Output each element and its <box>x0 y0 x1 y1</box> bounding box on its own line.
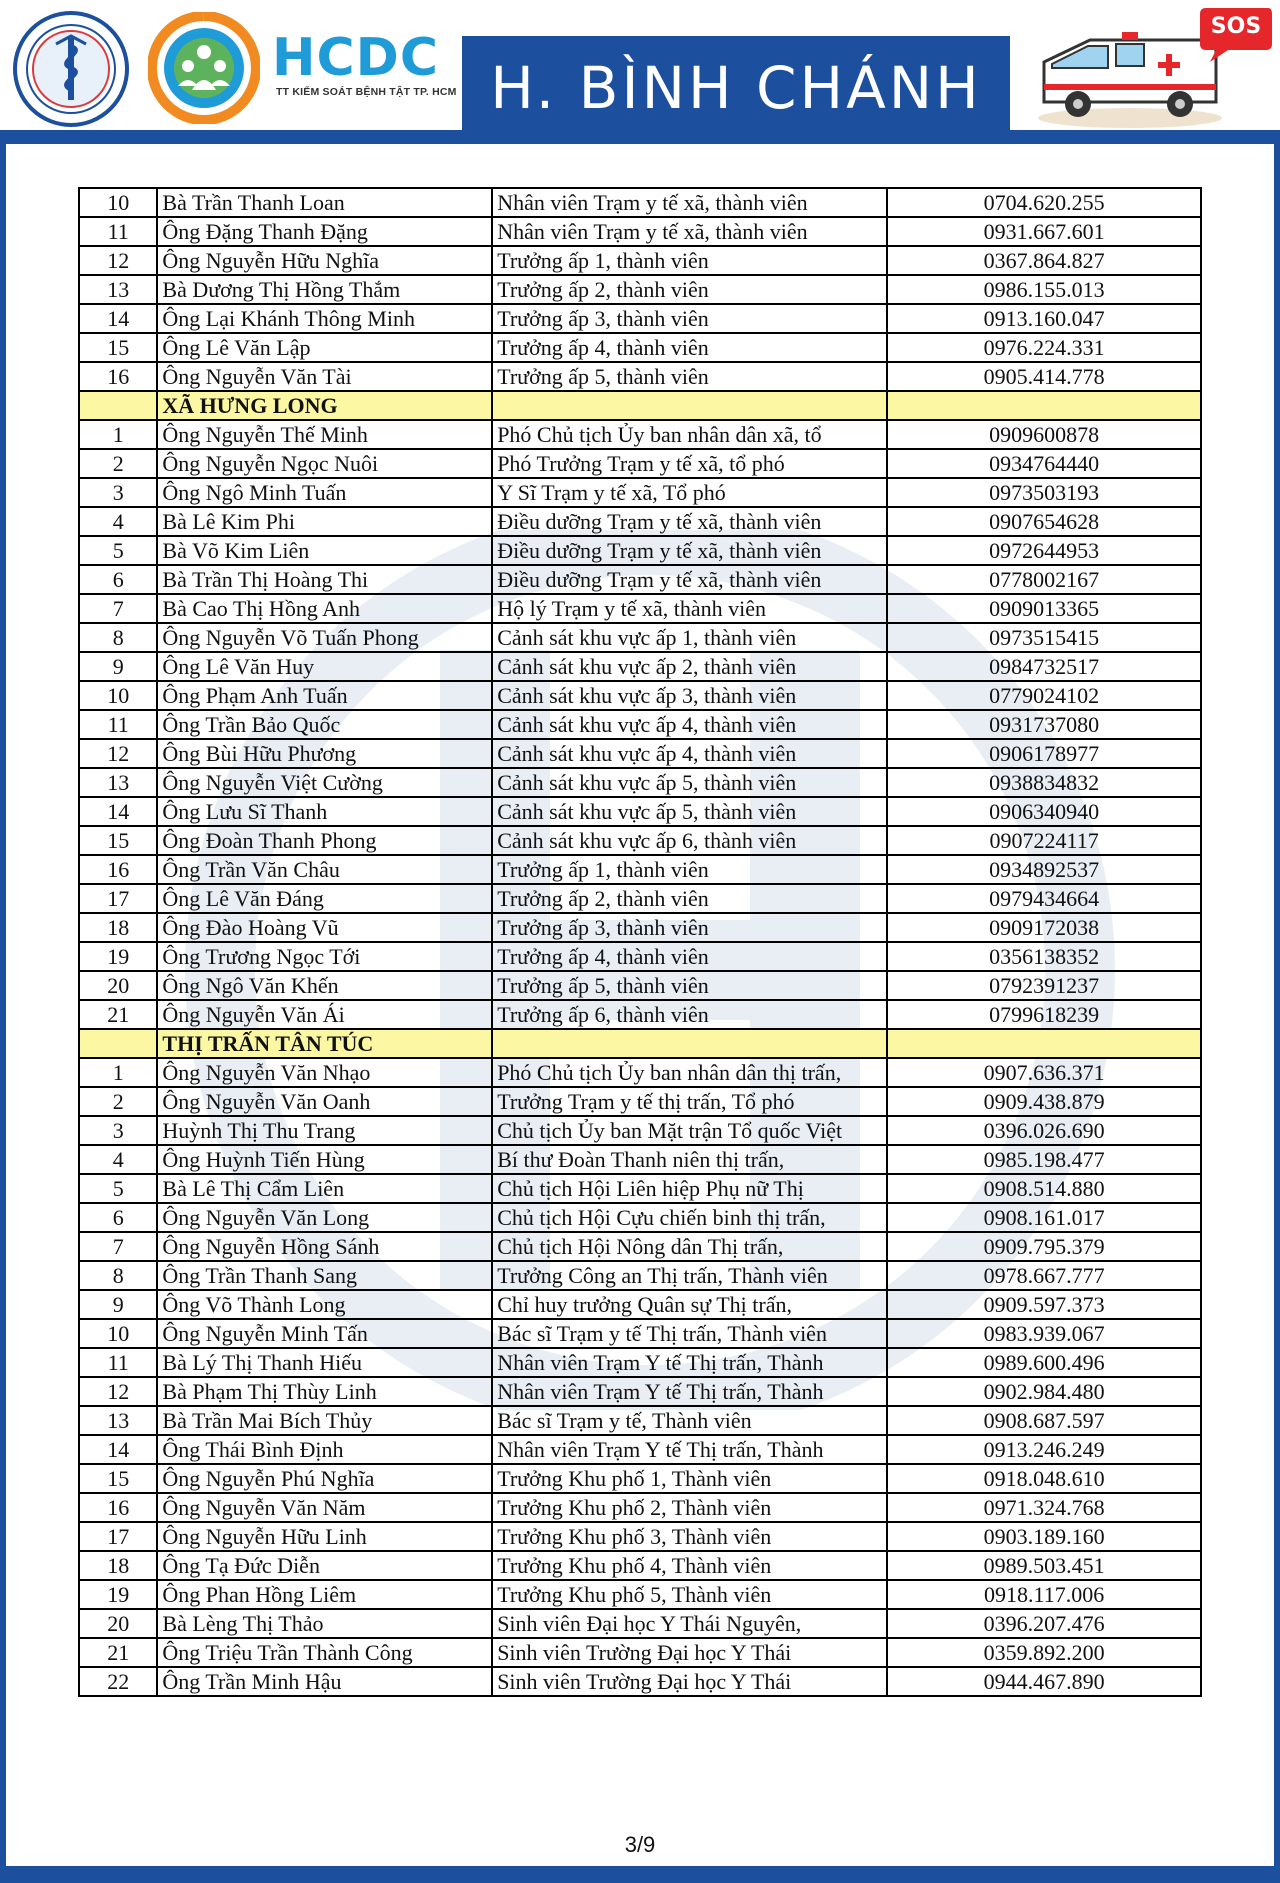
table-row <box>79 1348 1201 1377</box>
person-name: Ông Lê Văn Đáng <box>157 884 492 913</box>
person-name: Ông Lưu Sĩ Thanh <box>157 797 492 826</box>
table-row <box>79 1638 1201 1667</box>
person-name: Bà Dương Thị Hồng Thắm <box>157 275 492 304</box>
person-name: Ông Đoàn Thanh Phong <box>157 826 492 855</box>
phone-number: 0983.939.067 <box>887 1319 1201 1348</box>
table-row <box>79 449 1201 478</box>
person-name: Bà Lê Kim Phi <box>157 507 492 536</box>
person-role: Cảnh sát khu vực ấp 1, thành viên <box>492 623 887 652</box>
phone-number: 0908.161.017 <box>887 1203 1201 1232</box>
person-name: Bà Lê Thị Cẩm Liên <box>157 1174 492 1203</box>
row-number: 20 <box>79 971 157 1000</box>
row-number: 21 <box>79 1638 157 1667</box>
person-name: Ông Nguyễn Phú Nghĩa <box>157 1464 492 1493</box>
row-number: 6 <box>79 1203 157 1232</box>
phone-number: 0978.667.777 <box>887 1261 1201 1290</box>
person-role: Trưởng ấp 3, thành viên <box>492 913 887 942</box>
row-number: 20 <box>79 1609 157 1638</box>
person-role: Trưởng ấp 6, thành viên <box>492 1000 887 1029</box>
phone-number: 0356138352 <box>887 942 1201 971</box>
phone-number: 0973515415 <box>887 623 1201 652</box>
person-role: Trưởng ấp 2, thành viên <box>492 275 887 304</box>
person-name: Ông Lại Khánh Thông Minh <box>157 304 492 333</box>
row-number: 17 <box>79 1522 157 1551</box>
phone-number: 0359.892.200 <box>887 1638 1201 1667</box>
person-name: Ông Lê Văn Huy <box>157 652 492 681</box>
section-header-row <box>79 391 1201 420</box>
person-role: Chủ tịch Hội Cựu chiến binh thị trấn, <box>492 1203 887 1232</box>
person-role: Phó Chủ tịch Ủy ban nhân dân xã, tổ <box>492 420 887 449</box>
person-role: Cảnh sát khu vực ấp 5, thành viên <box>492 768 887 797</box>
person-role: Cảnh sát khu vực ấp 3, thành viên <box>492 681 887 710</box>
phone-number: 0944.467.890 <box>887 1667 1201 1696</box>
table-row <box>79 1261 1201 1290</box>
person-name: Ông Nguyễn Hữu Nghĩa <box>157 246 492 275</box>
phone-number: 0909.795.379 <box>887 1232 1201 1261</box>
person-role: Chủ tịch Hội Nông dân Thị trấn, <box>492 1232 887 1261</box>
person-name: Ông Nguyễn Văn Long <box>157 1203 492 1232</box>
phone-number: 0909172038 <box>887 913 1201 942</box>
phone-number: 0704.620.255 <box>887 188 1201 217</box>
row-number: 16 <box>79 362 157 391</box>
phone-number: 0905.414.778 <box>887 362 1201 391</box>
person-name: Ông Nguyễn Văn Nhạo <box>157 1058 492 1087</box>
table-row <box>79 681 1201 710</box>
person-role: Cảnh sát khu vực ấp 2, thành viên <box>492 652 887 681</box>
row-number: 18 <box>79 913 157 942</box>
phone-number: 0931737080 <box>887 710 1201 739</box>
row-number: 18 <box>79 1551 157 1580</box>
person-name: Ông Triệu Trần Thành Công <box>157 1638 492 1667</box>
person-name: Ông Nguyễn Văn Oanh <box>157 1087 492 1116</box>
person-name: Bà Phạm Thị Thùy Linh <box>157 1377 492 1406</box>
row-number: 2 <box>79 1087 157 1116</box>
row-number: 5 <box>79 536 157 565</box>
phone-number: 0989.503.451 <box>887 1551 1201 1580</box>
person-name: Huỳnh Thị Thu Trang <box>157 1116 492 1145</box>
table-row <box>79 1116 1201 1145</box>
row-number: 12 <box>79 739 157 768</box>
phone-number: 0984732517 <box>887 652 1201 681</box>
person-name: Ông Nguyễn Hồng Sánh <box>157 1232 492 1261</box>
phone-number: 0908.514.880 <box>887 1174 1201 1203</box>
phone-number: 0918.048.610 <box>887 1464 1201 1493</box>
table-row <box>79 1493 1201 1522</box>
person-role: Trưởng Khu phố 1, Thành viên <box>492 1464 887 1493</box>
person-role: Trưởng Khu phố 4, Thành viên <box>492 1551 887 1580</box>
table-row <box>79 1290 1201 1319</box>
person-role: Trưởng Khu phố 2, Thành viên <box>492 1493 887 1522</box>
district-title: H. BÌNH CHÁNH <box>490 54 982 122</box>
person-role: Bác sĩ Trạm y tế, Thành viên <box>492 1406 887 1435</box>
row-number: 12 <box>79 246 157 275</box>
person-role: Bác sĩ Trạm y tế Thị trấn, Thành viên <box>492 1319 887 1348</box>
person-role: Sinh viên Trường Đại học Y Thái <box>492 1667 887 1696</box>
phone-number: 0913.246.249 <box>887 1435 1201 1464</box>
row-number: 14 <box>79 1435 157 1464</box>
table-row <box>79 1667 1201 1696</box>
person-role: Sinh viên Đại học Y Thái Nguyên, <box>492 1609 887 1638</box>
person-name: Bà Trần Thanh Loan <box>157 188 492 217</box>
phone-number: 0934764440 <box>887 449 1201 478</box>
phone-number: 0976.224.331 <box>887 333 1201 362</box>
table-row <box>79 1609 1201 1638</box>
hcdc-logo-icon <box>148 12 260 124</box>
table-row <box>79 1174 1201 1203</box>
phone-number: 0918.117.006 <box>887 1580 1201 1609</box>
section-role-cell <box>492 391 887 420</box>
person-name: Ông Nguyễn Hữu Linh <box>157 1522 492 1551</box>
row-number: 8 <box>79 623 157 652</box>
person-name: Ông Lê Văn Lập <box>157 333 492 362</box>
person-name: Ông Trần Minh Hậu <box>157 1667 492 1696</box>
row-number: 10 <box>79 681 157 710</box>
person-role: Điều dưỡng Trạm y tế xã, thành viên <box>492 536 887 565</box>
person-role: Sinh viên Trường Đại học Y Thái <box>492 1638 887 1667</box>
section-phone-cell <box>887 1029 1201 1058</box>
person-name: Bà Trần Thị Hoàng Thi <box>157 565 492 594</box>
row-number: 13 <box>79 275 157 304</box>
table-row <box>79 1000 1201 1029</box>
row-number: 14 <box>79 797 157 826</box>
person-name: Ông Nguyễn Văn Tài <box>157 362 492 391</box>
person-role: Nhân viên Trạm Y tế Thị trấn, Thành <box>492 1348 887 1377</box>
contact-roster-table <box>78 187 1202 1697</box>
person-name: Ông Ngô Văn Khến <box>157 971 492 1000</box>
table-row <box>79 565 1201 594</box>
section-title: XÃ HƯNG LONG <box>157 391 492 420</box>
person-name: Ông Nguyễn Ngọc Nuôi <box>157 449 492 478</box>
row-number: 10 <box>79 1319 157 1348</box>
table-row <box>79 913 1201 942</box>
phone-number: 0792391237 <box>887 971 1201 1000</box>
row-number: 7 <box>79 594 157 623</box>
person-name: Ông Đào Hoàng Vũ <box>157 913 492 942</box>
phone-number: 0989.600.496 <box>887 1348 1201 1377</box>
phone-number: 0938834832 <box>887 768 1201 797</box>
brand-name: HCDC <box>272 28 440 88</box>
row-number: 1 <box>79 420 157 449</box>
table-row <box>79 217 1201 246</box>
row-number: 15 <box>79 826 157 855</box>
person-name: Bà Cao Thị Hồng Anh <box>157 594 492 623</box>
header-divider-bar <box>0 130 1280 144</box>
person-name: Ông Nguyễn Thế Minh <box>157 420 492 449</box>
person-role: Y Sĩ Trạm y tế xã, Tổ phó <box>492 478 887 507</box>
table-row <box>79 942 1201 971</box>
person-name: Ông Nguyễn Văn Năm <box>157 1493 492 1522</box>
phone-number: 0902.984.480 <box>887 1377 1201 1406</box>
row-number: 10 <box>79 188 157 217</box>
table-row <box>79 1058 1201 1087</box>
phone-number: 0779024102 <box>887 681 1201 710</box>
page-header <box>0 0 1280 138</box>
table-row <box>79 420 1201 449</box>
table-row <box>79 1522 1201 1551</box>
person-name: Ông Nguyễn Việt Cường <box>157 768 492 797</box>
table-row <box>79 1580 1201 1609</box>
table-row <box>79 623 1201 652</box>
phone-number: 0908.687.597 <box>887 1406 1201 1435</box>
table-row <box>79 855 1201 884</box>
table-row <box>79 884 1201 913</box>
table-row <box>79 1145 1201 1174</box>
person-role: Chủ tịch Hội Liên hiệp Phụ nữ Thị <box>492 1174 887 1203</box>
sos-label: SOS <box>1210 14 1262 39</box>
person-role: Nhân viên Trạm Y tế Thị trấn, Thành <box>492 1377 887 1406</box>
table-row <box>79 1464 1201 1493</box>
person-role: Trưởng ấp 5, thành viên <box>492 971 887 1000</box>
phone-number: 0913.160.047 <box>887 304 1201 333</box>
row-number: 13 <box>79 768 157 797</box>
person-role: Trưởng ấp 2, thành viên <box>492 884 887 913</box>
table-row <box>79 594 1201 623</box>
table-row <box>79 826 1201 855</box>
phone-number: 0396.026.690 <box>887 1116 1201 1145</box>
table-row <box>79 1551 1201 1580</box>
person-role: Trưởng Khu phố 3, Thành viên <box>492 1522 887 1551</box>
row-number: 13 <box>79 1406 157 1435</box>
person-role: Hộ lý Trạm y tế xã, thành viên <box>492 594 887 623</box>
phone-number: 0907654628 <box>887 507 1201 536</box>
phone-number: 0979434664 <box>887 884 1201 913</box>
person-role: Điều dưỡng Trạm y tế xã, thành viên <box>492 507 887 536</box>
person-name: Ông Thái Bình Định <box>157 1435 492 1464</box>
row-number: 16 <box>79 855 157 884</box>
person-name: Ông Huỳnh Tiến Hùng <box>157 1145 492 1174</box>
table-row <box>79 536 1201 565</box>
section-number-cell <box>79 391 157 420</box>
section-role-cell <box>492 1029 887 1058</box>
person-role: Chỉ huy trưởng Quân sự Thị trấn, <box>492 1290 887 1319</box>
row-number: 22 <box>79 1667 157 1696</box>
table-row <box>79 1232 1201 1261</box>
table-row <box>79 1203 1201 1232</box>
row-number: 8 <box>79 1261 157 1290</box>
section-header-row <box>79 1029 1201 1058</box>
row-number: 4 <box>79 1145 157 1174</box>
person-role: Trưởng ấp 4, thành viên <box>492 942 887 971</box>
person-name: Ông Nguyễn Minh Tấn <box>157 1319 492 1348</box>
person-name: Ông Phạm Anh Tuấn <box>157 681 492 710</box>
sos-badge <box>1198 4 1274 64</box>
phone-number: 0972644953 <box>887 536 1201 565</box>
row-number: 19 <box>79 1580 157 1609</box>
person-name: Ông Ngô Minh Tuấn <box>157 478 492 507</box>
phone-number: 0909013365 <box>887 594 1201 623</box>
person-role: Trưởng ấp 4, thành viên <box>492 333 887 362</box>
person-name: Ông Trương Ngọc Tới <box>157 942 492 971</box>
phone-number: 0903.189.160 <box>887 1522 1201 1551</box>
phone-number: 0906340940 <box>887 797 1201 826</box>
table-row <box>79 246 1201 275</box>
person-role: Phó Chủ tịch Ủy ban nhân dân thị trấn, <box>492 1058 887 1087</box>
person-name: Bà Lý Thị Thanh Hiếu <box>157 1348 492 1377</box>
phone-number: 0909.438.879 <box>887 1087 1201 1116</box>
table-row <box>79 275 1201 304</box>
row-number: 11 <box>79 1348 157 1377</box>
table-row <box>79 188 1201 217</box>
person-role: Cảnh sát khu vực ấp 4, thành viên <box>492 710 887 739</box>
person-role: Trưởng Trạm y tế thị trấn, Tổ phó <box>492 1087 887 1116</box>
phone-number: 0906178977 <box>887 739 1201 768</box>
person-name: Ông Nguyễn Võ Tuấn Phong <box>157 623 492 652</box>
section-phone-cell <box>887 391 1201 420</box>
row-number: 11 <box>79 217 157 246</box>
person-name: Ông Tạ Đức Diễn <box>157 1551 492 1580</box>
row-number: 4 <box>79 507 157 536</box>
person-role: Trưởng Khu phố 5, Thành viên <box>492 1580 887 1609</box>
person-name: Ông Bùi Hữu Phương <box>157 739 492 768</box>
brand-subtitle: TT KIỂM SOÁT BỆNH TẬT TP. HCM <box>276 86 457 98</box>
person-name: Ông Trần Thanh Sang <box>157 1261 492 1290</box>
person-role: Trưởng ấp 5, thành viên <box>492 362 887 391</box>
row-number: 9 <box>79 652 157 681</box>
row-number: 7 <box>79 1232 157 1261</box>
phone-number: 0973503193 <box>887 478 1201 507</box>
table-row <box>79 768 1201 797</box>
table-row <box>79 971 1201 1000</box>
bottom-frame-bar <box>0 1866 1280 1883</box>
phone-number: 0907224117 <box>887 826 1201 855</box>
row-number: 6 <box>79 565 157 594</box>
phone-number: 0909600878 <box>887 420 1201 449</box>
person-role: Phó Trưởng Trạm y tế xã, tổ phó <box>492 449 887 478</box>
phone-number: 0778002167 <box>887 565 1201 594</box>
row-number: 1 <box>79 1058 157 1087</box>
table-row <box>79 652 1201 681</box>
table-row <box>79 1377 1201 1406</box>
table-row <box>79 1087 1201 1116</box>
person-role: Nhân viên Trạm y tế xã, thành viên <box>492 188 887 217</box>
table-row <box>79 304 1201 333</box>
person-role: Điều dưỡng Trạm y tế xã, thành viên <box>492 565 887 594</box>
table-row <box>79 739 1201 768</box>
person-name: Ông Nguyễn Văn Ái <box>157 1000 492 1029</box>
district-title-banner <box>462 36 1010 132</box>
person-name: Ông Trần Văn Châu <box>157 855 492 884</box>
phone-number: 0934892537 <box>887 855 1201 884</box>
person-role: Bí thư Đoàn Thanh niên thị trấn, <box>492 1145 887 1174</box>
person-role: Cảnh sát khu vực ấp 5, thành viên <box>492 797 887 826</box>
row-number: 17 <box>79 884 157 913</box>
row-number: 19 <box>79 942 157 971</box>
phone-number: 0909.597.373 <box>887 1290 1201 1319</box>
person-name: Ông Đặng Thanh Đặng <box>157 217 492 246</box>
section-title: THỊ TRẤN TÂN TÚC <box>157 1029 492 1058</box>
section-number-cell <box>79 1029 157 1058</box>
person-role: Cảnh sát khu vực ấp 6, thành viên <box>492 826 887 855</box>
row-number: 5 <box>79 1174 157 1203</box>
table-row <box>79 333 1201 362</box>
table-row <box>79 507 1201 536</box>
phone-number: 0396.207.476 <box>887 1609 1201 1638</box>
row-number: 3 <box>79 1116 157 1145</box>
person-role: Chủ tịch Ủy ban Mặt trận Tổ quốc Việt <box>492 1116 887 1145</box>
phone-number: 0367.864.827 <box>887 246 1201 275</box>
person-role: Trưởng Công an Thị trấn, Thành viên <box>492 1261 887 1290</box>
person-name: Ông Phan Hồng Liêm <box>157 1580 492 1609</box>
person-name: Ông Trần Bảo Quốc <box>157 710 492 739</box>
person-role: Trưởng ấp 1, thành viên <box>492 855 887 884</box>
person-role: Nhân viên Trạm y tế xã, thành viên <box>492 217 887 246</box>
person-name: Bà Võ Kim Liên <box>157 536 492 565</box>
table-row <box>79 362 1201 391</box>
row-number: 2 <box>79 449 157 478</box>
phone-number: 0985.198.477 <box>887 1145 1201 1174</box>
health-department-seal-icon <box>12 10 130 128</box>
person-role: Cảnh sát khu vực ấp 4, thành viên <box>492 739 887 768</box>
row-number: 15 <box>79 1464 157 1493</box>
table-row <box>79 1406 1201 1435</box>
row-number: 15 <box>79 333 157 362</box>
row-number: 11 <box>79 710 157 739</box>
table-row <box>79 797 1201 826</box>
row-number: 9 <box>79 1290 157 1319</box>
person-name: Bà Lèng Thị Thảo <box>157 1609 492 1638</box>
row-number: 3 <box>79 478 157 507</box>
table-row <box>79 478 1201 507</box>
phone-number: 0971.324.768 <box>887 1493 1201 1522</box>
row-number: 12 <box>79 1377 157 1406</box>
table-row <box>79 710 1201 739</box>
page-number: 3/9 <box>624 1832 656 1857</box>
person-name: Bà Trần Mai Bích Thủy <box>157 1406 492 1435</box>
phone-number: 0931.667.601 <box>887 217 1201 246</box>
person-role: Nhân viên Trạm Y tế Thị trấn, Thành <box>492 1435 887 1464</box>
phone-number: 0986.155.013 <box>887 275 1201 304</box>
row-number: 21 <box>79 1000 157 1029</box>
person-role: Trưởng ấp 3, thành viên <box>492 304 887 333</box>
phone-number: 0799618239 <box>887 1000 1201 1029</box>
row-number: 14 <box>79 304 157 333</box>
person-role: Trưởng ấp 1, thành viên <box>492 246 887 275</box>
person-name: Ông Võ Thành Long <box>157 1290 492 1319</box>
phone-number: 0907.636.371 <box>887 1058 1201 1087</box>
table-row <box>79 1435 1201 1464</box>
table-row <box>79 1319 1201 1348</box>
row-number: 16 <box>79 1493 157 1522</box>
